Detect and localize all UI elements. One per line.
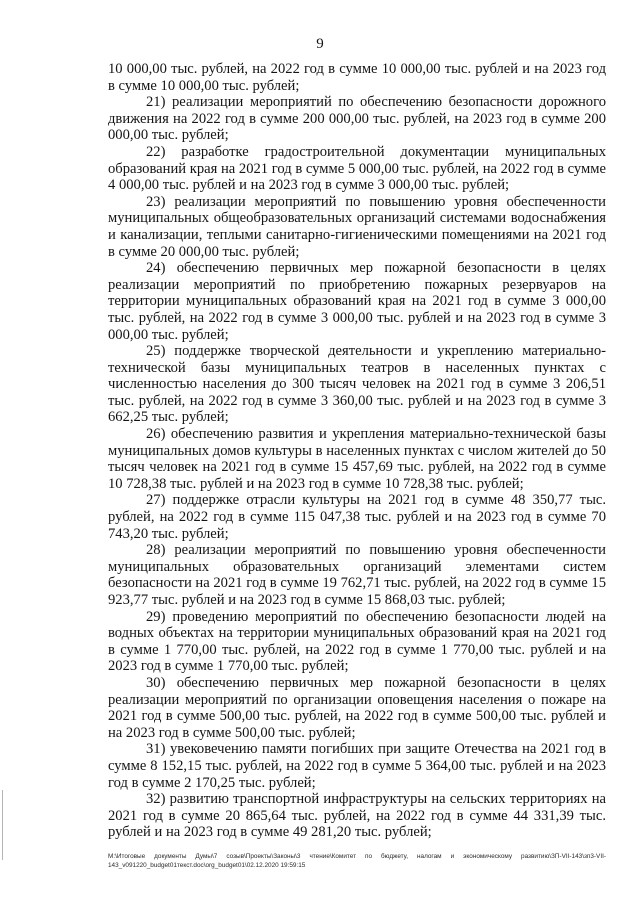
paragraph-item-22: 22) разработке градостроительной документации муниципальных образований края на 2021 год в сумме 5 000,00 тыс. рублей, на 2022 год в сумме 4 000,00 тыс. рублей и на 2023 год в сумме 3 000,00 тыс. рублей;	[108, 143, 606, 194]
paragraph-continuation: 10 000,00 тыс. рублей, на 2022 год в сумме 10 000,00 тыс. рублей и на 2023 год в сумме 10 000,00 тыс. рублей;	[108, 61, 606, 94]
paragraph-item-29: 29) проведению мероприятий по обеспечению безопасности людей на водных объектах на территории муниципальных образований края на 2021 год в сумме 1 770,00 тыс. рублей, на 2022 год в сумме 1 770,00 тыс. рублей и на 2023 год в сумме 1 770,00 тыс. рублей;	[108, 608, 606, 675]
paragraph-item-23: 23) реализации мероприятий по повышению уровня обеспеченности муниципальных общеобразовательных организаций системами водоснабжения и канализации, теплыми санитарно-гигиеническими помещениями на 2021 год в сумме 20 000,00 тыс. рублей;	[108, 193, 606, 260]
paragraph-item-30: 30) обеспечению первичных мер пожарной безопасности в целях реализации мероприятий по организации оповещения населения о пожаре на 2021 год в сумме 500,00 тыс. рублей, на 2022 год в сумме 500,00 тыс. рублей и на 2023 год в сумме 500,00 тыс. рублей;	[108, 674, 606, 741]
paragraph-item-32: 32) развитию транспортной инфраструктуры на сельских территориях на 2021 год в сумме 20 865,64 тыс. рублей, на 2022 год в сумме 44 331,39 тыс. рублей и на 2023 год в сумме 49 281,20 тыс. рублей;	[108, 791, 606, 841]
paragraph-item-31: 31) увековечению памяти погибших при защите Отечества на 2021 год в сумме 8 152,15 тыс. рублей, на 2022 год в сумме 5 364,00 тыс. рублей и на 2023 год в сумме 2 170,25 тыс. рублей;	[108, 741, 606, 791]
paragraph-item-25: 25) поддержке творческой деятельности и укреплению материально-технической базы муниципальных театров в населенных пунктах с численностью населения до 300 тысяч человек на 2021 год в сумме 3 206,51 тыс. рублей, на 2022 год в сумме 3 360,00 тыс. рублей и на 2023 год в сумме 3 662,25 тыс. рублей;	[108, 343, 606, 426]
scan-edge-mark	[2, 790, 3, 860]
paragraph-item-21: 21) реализации мероприятий по обеспечению безопасности дорожного движения на 2022 год в сумме 200 000,00 тыс. рублей, на 2023 год в сумме 200 000,00 тыс. рублей;	[108, 94, 606, 144]
document-body	[108, 61, 606, 841]
paragraph-item-27: 27) поддержке отрасли культуры на 2021 год в сумме 48 350,77 тыс. рублей, на 2022 год в сумме 115 047,38 тыс. рублей и на 2023 год в сумме 70 743,20 тыс. рублей;	[108, 492, 606, 542]
paragraph-item-26: 26) обеспечению развития и укрепления материально-технической базы муниципальных домов культуры в населенных пунктах с числом жителей до 50 тысяч человек на 2021 год в сумме 15 457,69 тыс. рублей, на 2022 год в сумме 10 728,38 тыс. рублей и на 2023 год в сумме 10 728,38 тыс. рублей;	[108, 426, 606, 492]
paragraph-item-28: 28) реализации мероприятий по повышению уровня обеспеченности муниципальных образовательных организаций элементами систем безопасности на 2021 год в сумме 19 762,71 тыс. рублей, на 2022 год в сумме 15 923,77 тыс. рублей и на 2023 год в сумме 15 868,03 тыс. рублей;	[108, 542, 606, 608]
paragraph-item-24: 24) обеспечению первичных мер пожарной безопасности в целях реализации мероприятий по приобретению пожарных резервуаров на территории муниципальных образований края на 2021 год в сумме 3 000,00 тыс. рублей, на 2022 год в сумме 3 000,00 тыс. рублей и на 2023 год в сумме 3 000,00 тыс. рублей;	[108, 260, 606, 343]
page-number: 9	[316, 36, 324, 52]
footer-file-path: M:\Итоговые документы Думы\7 созыв\Проекты\Законы\3 чтение\Комитет по бюджету, налогам и экономическому развитию\ЗП-VII-143\зп3-VII-143_v091220_budget01текст.doc\org_budget01\02.12.2020 19:59:15	[108, 853, 606, 869]
